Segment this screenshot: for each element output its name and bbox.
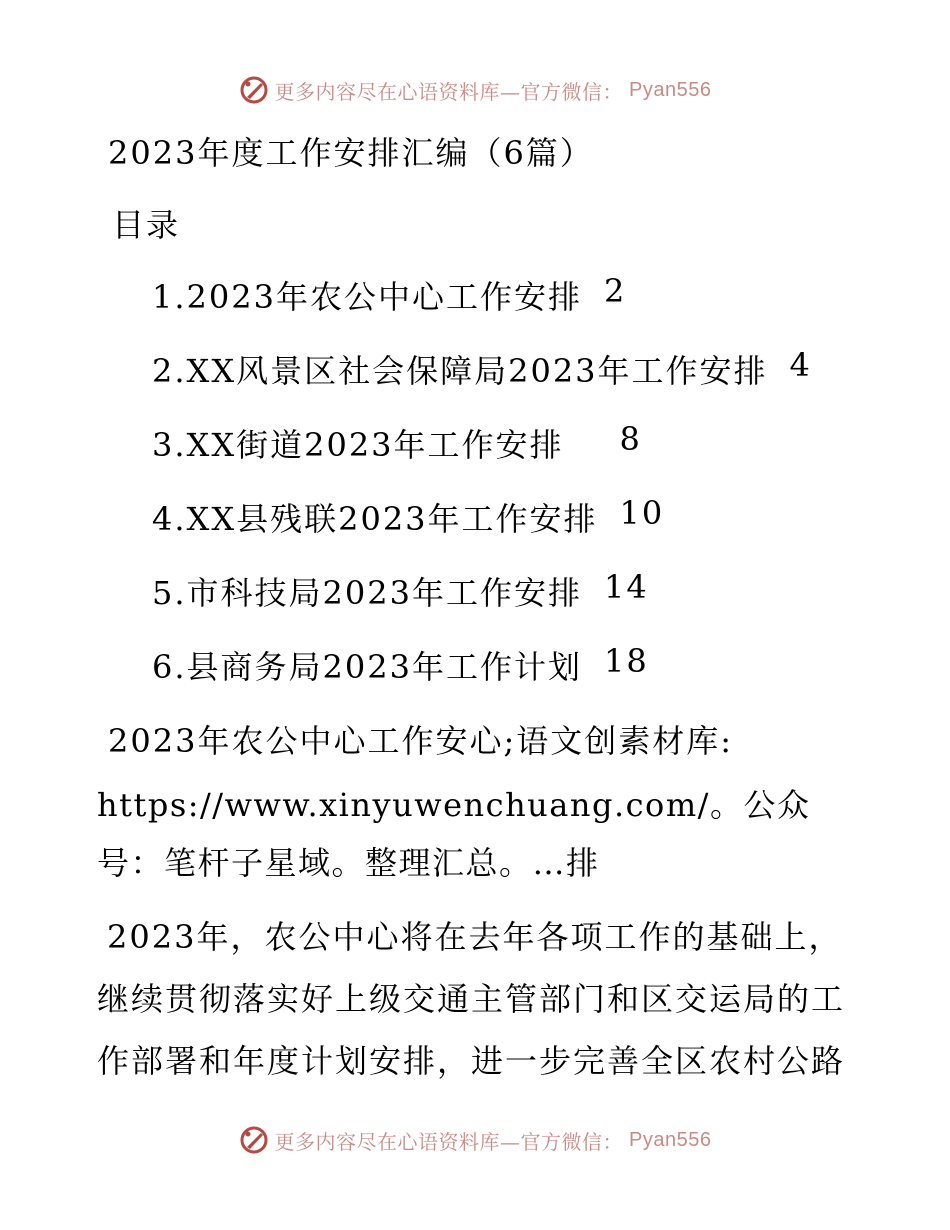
toc-item[interactable] [152,346,812,420]
toc-item-page: 2 [603,272,627,310]
toc-item-page: 18 [603,642,649,680]
table-of-contents [152,272,812,716]
toc-item[interactable] [152,494,812,568]
toc-item-page: 8 [619,420,642,458]
toc-item[interactable] [152,272,812,346]
quill-logo-icon [239,1125,269,1155]
toc-item-label: 3.XX街道2023年工作安排 [152,426,564,464]
toc-item-label: 1.2023年农公中心工作安排 [152,278,582,316]
section-heading: 2023年农公中心工作安心;语文创素材库: [108,722,734,760]
watermark-handle: Pyan556 [629,1128,712,1151]
toc-item-page: 14 [603,568,649,606]
toc-item-label: 2.XX风景区社会保障局2023年工作安排 [152,352,768,390]
toc-item[interactable] [152,642,812,716]
watermark-text: 更多内容尽在心语资料库—官方微信： [274,1129,624,1154]
body-paragraph: 2023年，农公中心将在去年各项工作的基础上，继续贯彻落实好上级交通主管部门和区交运局的工作部署和年度计划安排，进一步完善全区农村公路 [97,918,846,1080]
footer-watermark [0,1122,950,1158]
document-title: 2023年度工作安排汇编（6篇） [108,134,594,172]
toc-item-label: 6.县商务局2023年工作计划 [152,648,582,686]
toc-item-label: 4.XX县残联2023年工作安排 [152,500,598,538]
toc-item-page: 4 [789,346,812,384]
toc-item[interactable] [152,568,812,642]
toc-heading: 目录 [112,206,181,244]
toc-item[interactable] [152,420,812,494]
toc-item-page: 10 [619,494,665,532]
quill-logo-icon [239,75,269,105]
section-source-note: https://www.xinyuwenchuang.com/。公众号：笔杆子星域。整理汇总。…排 [97,786,811,882]
header-watermark [0,72,950,108]
watermark-handle: Pyan556 [629,78,712,101]
toc-item-label: 5.市科技局2023年工作安排 [152,574,582,612]
watermark-text: 更多内容尽在心语资料库—官方微信： [274,79,624,104]
